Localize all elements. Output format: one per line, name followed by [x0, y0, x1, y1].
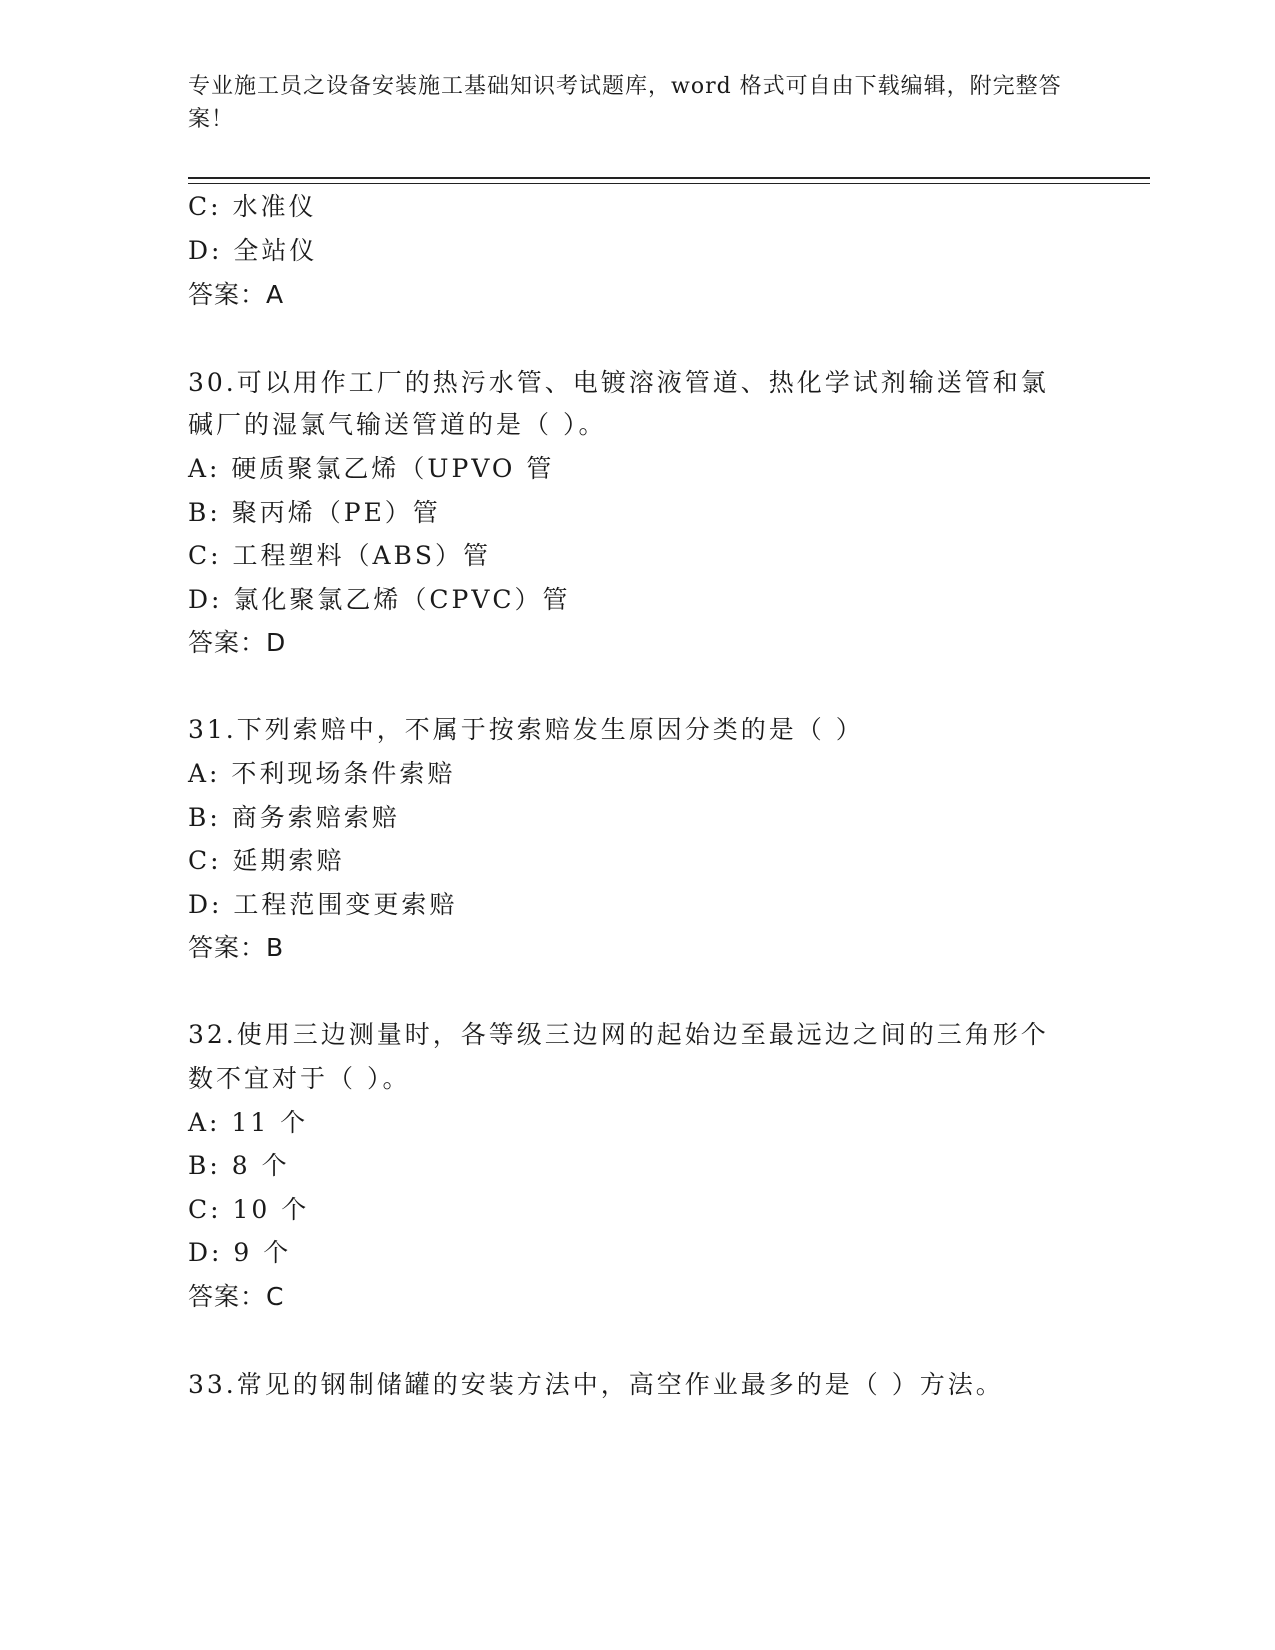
- q29-option-d: D: 全站仪: [188, 236, 318, 265]
- q29-answer: 答案：A: [188, 280, 285, 309]
- q32-stem-line1: 32.使用三边测量时，各等级三边网的起始边至最远边之间的三角形个: [188, 1020, 1049, 1049]
- q31-option-c: C: 延期索赔: [188, 846, 345, 875]
- q30-option-b: B: 聚丙烯（PE）管: [188, 498, 441, 527]
- q32-option-a: A: 11 个: [188, 1108, 309, 1137]
- q32-answer: 答案：C: [188, 1282, 285, 1311]
- q31-stem-line1: 31.下列索赔中，不属于按索赔发生原因分类的是（ ）: [188, 715, 864, 744]
- q30-option-d: D: 氯化聚氯乙烯（CPVC）管: [188, 585, 571, 614]
- q29-option-c: C: 水准仪: [188, 192, 317, 221]
- header-divider-thin: [188, 183, 1150, 184]
- q30-stem-line1: 30.可以用作工厂的热污水管、电镀溶液管道、热化学试剂输送管和氯: [188, 368, 1049, 397]
- q32-stem-line2: 数不宜对于（ ）。: [188, 1064, 411, 1093]
- q31-answer: 答案：B: [188, 933, 285, 962]
- q31-option-a: A: 不利现场条件索赔: [188, 759, 456, 788]
- q32-option-c: C: 10 个: [188, 1195, 310, 1224]
- q30-answer: 答案：D: [188, 628, 287, 657]
- page-header-title: 专业施工员之设备安装施工基础知识考试题库，word 格式可自由下载编辑，附完整答案！: [188, 74, 1062, 132]
- q33-stem-line1: 33.常见的钢制储罐的安装方法中，高空作业最多的是（ ）方法。: [188, 1370, 1004, 1399]
- q30-option-c: C: 工程塑料（ABS）管: [188, 541, 492, 570]
- header-divider-thick: [188, 177, 1150, 179]
- q30-option-a: A: 硬质聚氯乙烯（UPVO 管: [188, 454, 555, 483]
- q31-option-b: B: 商务索赔索赔: [188, 803, 400, 832]
- q30-stem-line2: 碱厂的湿氯气输送管道的是（ ）。: [188, 410, 607, 439]
- q31-option-d: D: 工程范围变更索赔: [188, 890, 458, 919]
- q32-option-d: D: 9 个: [188, 1238, 292, 1267]
- q32-option-b: B: 8 个: [188, 1151, 290, 1180]
